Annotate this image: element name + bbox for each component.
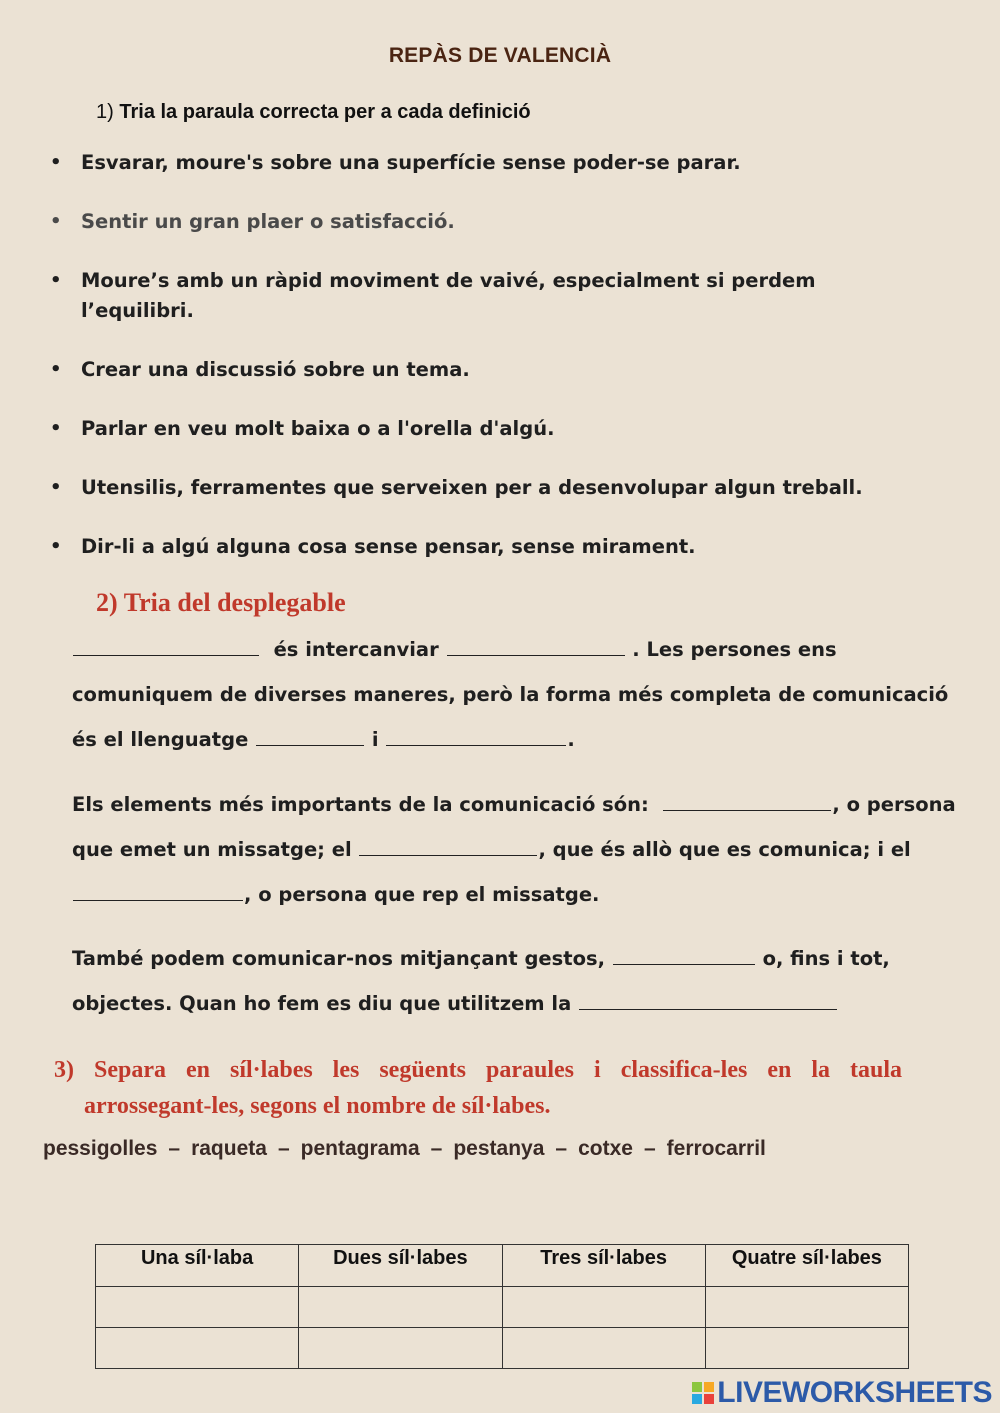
question-3-heading-line-2: arrossegant-les, segons el nombre de síl·labes. <box>84 1093 551 1119</box>
definition-item: • Dir-li a algú alguna cosa sense pensar, sense mirament. <box>50 532 920 562</box>
definition-item: • Moure’s amb un ràpid moviment de vaivé, especialment si perdem l’equilibri. <box>50 266 920 326</box>
question-1-number: 1) <box>96 101 114 123</box>
logo-text: LIVEWORKSHEETS <box>717 1376 992 1409</box>
word-separator: – <box>643 1137 656 1160</box>
word-bank <box>43 1137 766 1161</box>
dropdown-blank[interactable] <box>73 882 243 901</box>
dropdown-blank[interactable] <box>579 991 837 1010</box>
draggable-word[interactable]: cotxe <box>578 1137 633 1160</box>
draggable-word[interactable]: pentagrama <box>300 1137 420 1160</box>
word-separator: – <box>277 1137 290 1160</box>
dropdown-blank[interactable] <box>359 837 537 856</box>
draggable-word[interactable]: pessigolles <box>43 1137 158 1160</box>
drop-cell[interactable] <box>96 1328 299 1369</box>
drop-cell[interactable] <box>299 1287 502 1328</box>
drop-cell[interactable] <box>502 1287 705 1328</box>
dropdown-blank[interactable] <box>256 727 364 746</box>
liveworksheets-logo <box>691 1377 992 1409</box>
word-separator: – <box>555 1137 568 1160</box>
drop-cell[interactable] <box>502 1328 705 1369</box>
draggable-word[interactable]: raqueta <box>191 1137 267 1160</box>
table-header-row <box>96 1245 909 1287</box>
page-title: REPÀS DE VALENCIÀ <box>388 44 612 67</box>
drop-cell[interactable] <box>299 1328 502 1369</box>
fill-paragraph-3: També podem comunicar-nos mitjançant gestos, o, fins i tot, objectes. Quan ho fem es diu que utilitzem la <box>72 947 890 1015</box>
word-separator: – <box>430 1137 443 1160</box>
bullet-icon: • <box>50 418 62 439</box>
liveworksheets-logo-icon <box>691 1381 715 1405</box>
fill-paragraph-2: Els elements més importants de la comunicació són: , o persona que emet un missatge; el , que és allò que es comunica; i el , o persona que rep el missatge. <box>72 793 956 906</box>
column-header: Quatre síl·labes <box>705 1245 908 1287</box>
table-row <box>96 1328 909 1369</box>
column-header: Dues síl·labes <box>299 1245 502 1287</box>
bullet-icon: • <box>50 536 62 557</box>
dropdown-blank[interactable] <box>73 637 259 656</box>
question-3-heading-line-1: 3) Separa en síl·labes les següents paraules i classifica-les en la taula <box>54 1057 902 1083</box>
definition-item: • Esvarar, moure's sobre una superfície sense poder-se parar. <box>50 148 920 178</box>
column-header: Una síl·laba <box>96 1245 299 1287</box>
drop-cell[interactable] <box>705 1328 908 1369</box>
draggable-word[interactable]: ferrocarril <box>666 1137 766 1160</box>
word-separator: – <box>168 1137 181 1160</box>
bullet-icon: • <box>50 211 62 232</box>
question-1-prompt: Tria la paraula correcta per a cada definició <box>119 101 531 123</box>
question-1-heading <box>96 101 531 124</box>
definitions-list <box>50 148 920 591</box>
drop-cell[interactable] <box>705 1287 908 1328</box>
dropdown-blank[interactable] <box>447 637 625 656</box>
dropdown-blank[interactable] <box>613 946 755 965</box>
definition-item: • Sentir un gran plaer o satisfacció. <box>50 207 920 237</box>
drop-cell[interactable] <box>96 1287 299 1328</box>
question-2-heading: 2) Tria del desplegable <box>96 588 346 617</box>
dropdown-blank[interactable] <box>663 792 831 811</box>
dropdown-blank[interactable] <box>386 727 566 746</box>
table-row <box>96 1287 909 1328</box>
bullet-icon: • <box>50 152 62 173</box>
bullet-icon: • <box>50 477 62 498</box>
bullet-icon: • <box>50 270 62 291</box>
draggable-word[interactable]: pestanya <box>453 1137 545 1160</box>
bullet-icon: • <box>50 359 62 380</box>
column-header: Tres síl·labes <box>502 1245 705 1287</box>
syllable-table <box>95 1244 909 1369</box>
definition-item: • Crear una discussió sobre un tema. <box>50 355 920 385</box>
fill-paragraph-1: és intercanviar . Les persones ens comuniquem de diverses maneres, però la forma més completa de comunicació és el llenguatge i . <box>72 638 949 751</box>
definition-item: • Utensilis, ferramentes que serveixen per a desenvolupar algun treball. <box>50 473 920 503</box>
definition-item: • Parlar en veu molt baixa o a l'orella d'algú. <box>50 414 920 444</box>
